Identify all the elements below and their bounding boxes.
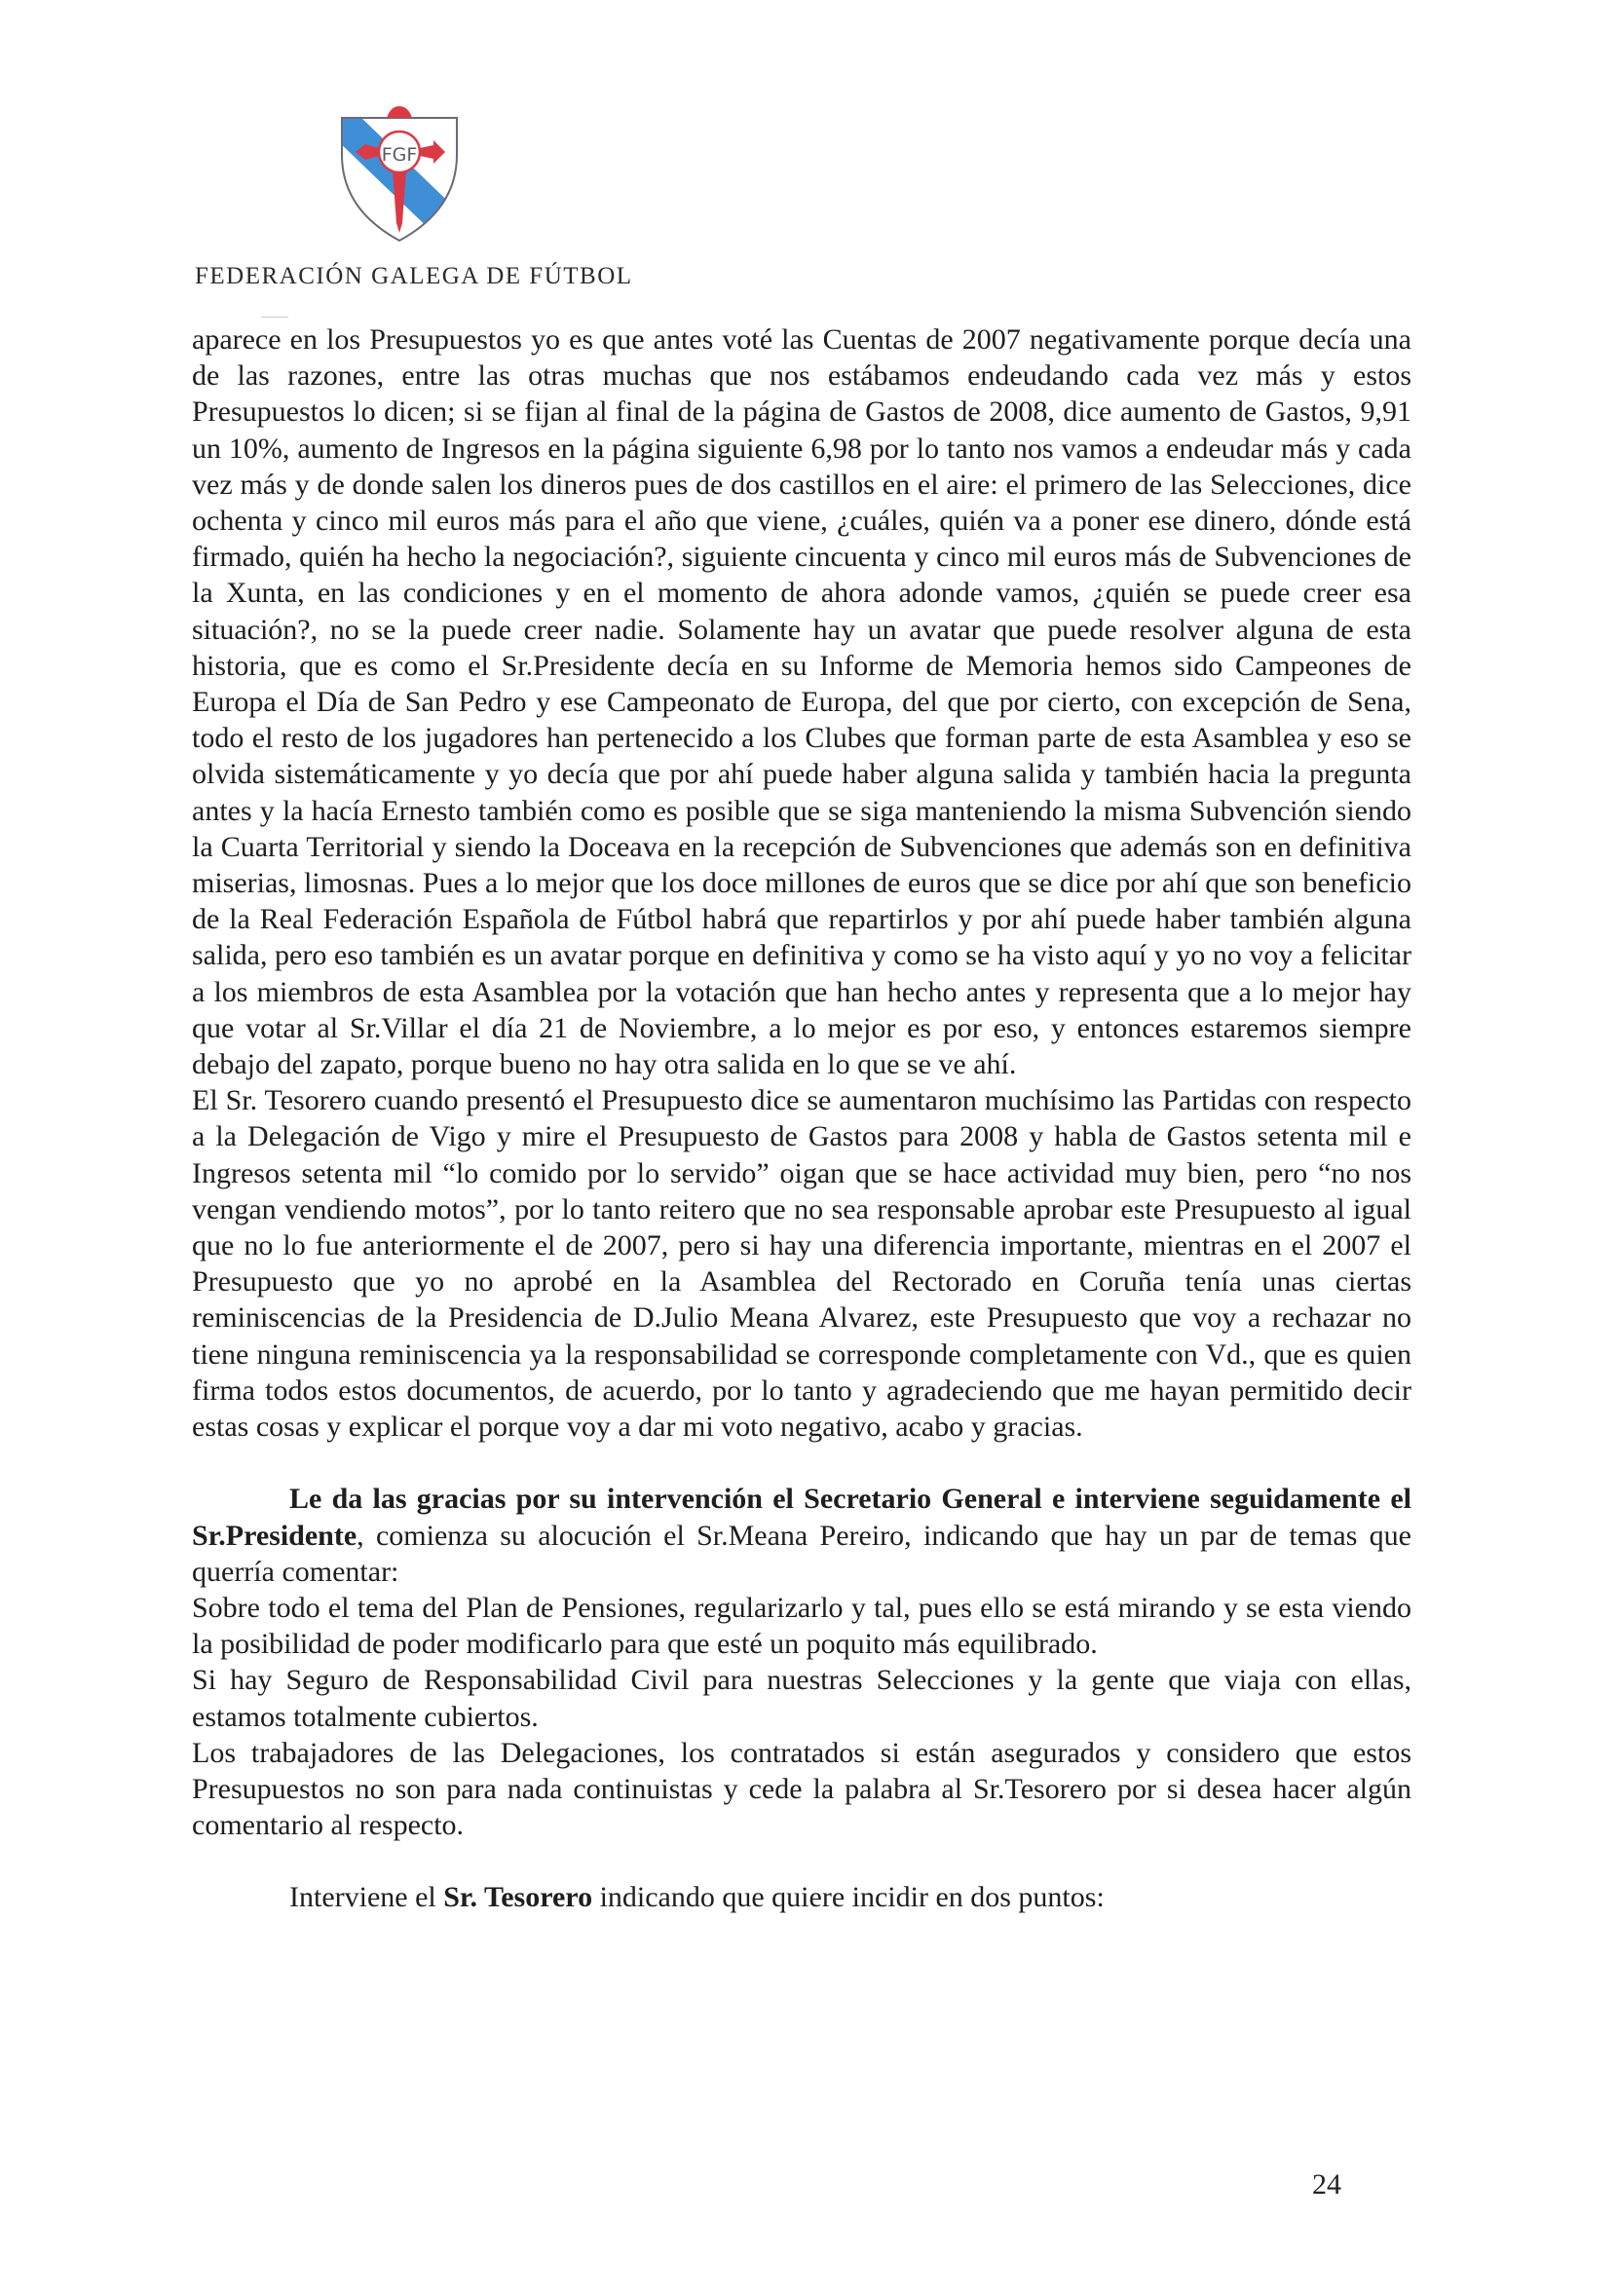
letterhead: [0, 0, 1617, 312]
crest-initials: FGF: [381, 144, 418, 166]
federation-crest-logo: [336, 104, 463, 243]
document-body: [192, 321, 1411, 1916]
paragraph-insurance: [192, 1662, 1411, 1734]
paragraph-text: indicando que quiere incidir en dos puntos:: [592, 1881, 1105, 1914]
paragraph-treasurer-critique: [192, 1082, 1411, 1445]
speaker-name-bold: Sr. Tesorero: [443, 1881, 593, 1914]
paragraph-president-reply: [192, 1481, 1411, 1590]
paragraph-text: , comienza su alocución el Sr.Meana Pereiro, indicando que hay un par de temas que querría comentar:: [192, 1519, 1411, 1588]
paragraph-text: aparece en los Presupuestos yo es que antes voté las Cuentas de 2007 negativamente porque decía una de las razones, entre las otras muchas que nos estábamos endeudando cada vez más y estos Presupuestos lo dicen; si se fijan al final de la página de Gastos de 2008, dice aumento de Gastos, 9,91 un 10%, aumento de Ingresos en la página siguiente 6,98 por lo tanto nos vamos a endeudar más y cada vez más y de donde salen los dineros pues de dos castillos en el aire: el primero de las Selecciones, dice ochenta y cinco mil euros más para el año que viene, ¿cuáles, quién va a poner ese dinero, dónde está firmado, quién ha hecho la negociación?, siguiente cincuenta y cinco mil euros más de Subvenciones de la Xunta, en las condiciones y en el momento de ahora adonde vamos, ¿quién se puede creer esa situación?, no se la puede creer nadie. Solamente hay un avatar que puede resolver alguna de esta historia, que es como el Sr.Presidente decía en su Informe de Memoria hemos sido Campeones de Europa el Día de San Pedro y ese Campeonato de Europa, del que por cierto, con excepción de Sena, todo el resto de los jugadores han pertenecido a los Clubes que forman parte de esta Asamblea y eso se olvida sistemáticamente y yo decía que por ahí puede haber alguna salida y también hacia la pregunta antes y la hacía Ernesto también como es posible que se siga manteniendo la misma Subvención siendo la Cuarta Territorial y siendo la Doceava en la recepción de Subvenciones que además son en definitiva miserias, limosnas. Pues a lo mejor que los doce millones de euros que se dice por ahí que son beneficio de la Real Federación Española de Fútbol habrá que repartirlos y por ahí puede haber también alguna salida, pero eso también es un avatar porque en definitiva y como se ha visto aquí y yo no voy a felicitar a los miembros de esta Asamblea por la votación que han hecho antes y representa que a lo mejor hay que votar al Sr.Villar el día 21 de Noviembre, a lo mejor es por eso, y entonces estaremos siempre debajo del zapato, porque bueno no hay otra salida en lo que se ve ahí.: [192, 323, 1411, 1081]
cross-top-arm: [387, 106, 412, 118]
paragraph-budget-criticism: [192, 321, 1411, 1082]
speaker-intro-bold: Le da las gracias por su intervención el Secretario General e interviene seguidamente el Sr.Presidente: [192, 1483, 1411, 1552]
paragraph-delegation-workers: [192, 1735, 1411, 1844]
paragraph-text: Los trabajadores de las Delegaciones, los contratados si están asegurados y considero que estos Presupuestos no son para nada continuistas y cede la palabra al Sr.Tesorero por si desea hacer algún comentario al respecto.: [192, 1736, 1411, 1842]
header-divider: [261, 317, 288, 318]
paragraph-text: Interviene el: [289, 1881, 444, 1914]
paragraph-text: Sobre todo el tema del Plan de Pensiones, regularizarlo y tal, pues ello se está mirando y se esta viendo la posibilidad de poder modificarlo para que esté un poquito más equilibrado.: [192, 1591, 1411, 1661]
paragraph-text: El Sr. Tesorero cuando presentó el Presupuesto dice se aumentaron muchísimo las Partidas con respecto a la Delegación de Vigo y mire el Presupuesto de Gastos para 2008 y habla de Gastos setenta mil e Ingresos setenta mil “lo comido por lo servido” oigan que se hace actividad muy bien, pero “no nos vengan vendiendo motos”, por lo tanto reitero que no sea responsable aprobar este Presupuesto al igual que no lo fue anteriormente el de 2007, pero si hay una diferencia importante, mientras en el 2007 el Presupuesto que yo no aprobé en la Asamblea del Rectorado en Coruña tenía unas ciertas reminiscencias de la Presidencia de D.Julio Meana Alvarez, este Presupuesto que voy a rechazar no tiene ninguna reminiscencia ya la responsabilidad se corresponde completamente con Vd., que es quien firma todos estos documentos, de acuerdo, por lo tanto y agradeciendo que me hayan permitido decir estas cosas y explicar el porque voy a dar mi voto negativo, acabo y gracias.: [192, 1084, 1411, 1444]
paragraph-text: Si hay Seguro de Responsabilidad Civil para nuestras Selecciones y la gente que viaja con ellas, estamos totalmente cubiertos.: [192, 1664, 1411, 1733]
paragraph-pension-plan: [192, 1590, 1411, 1662]
page-number: 24: [1312, 2168, 1341, 2201]
paragraph-treasurer-intervention: [192, 1879, 1411, 1915]
organization-name: FEDERACIÓN GALEGA DE FÚTBOL: [195, 263, 633, 289]
